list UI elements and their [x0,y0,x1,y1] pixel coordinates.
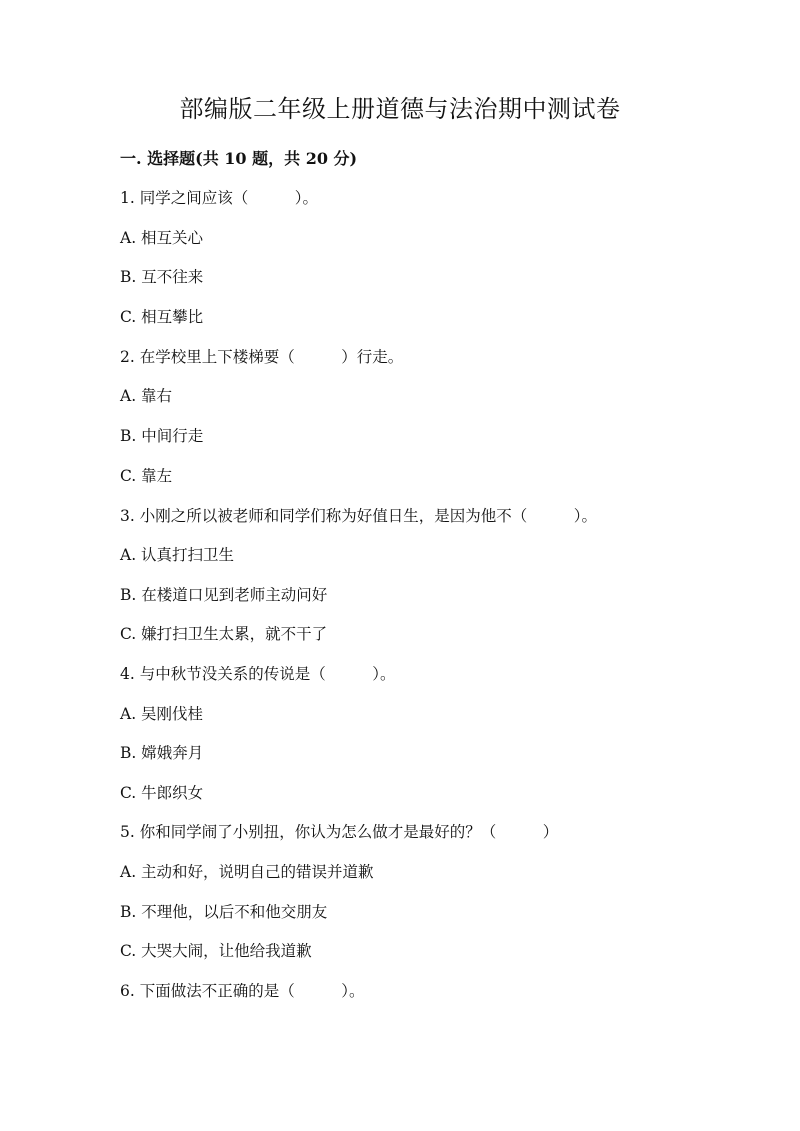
question-stem-2: 2. 在学校里上下楼梯要（ ）行走。 [120,348,404,366]
question-3-option-c: C. 嫌打扫卫生太累，就不干了 [120,625,328,643]
question-stem-5: 5. 你和同学闹了小别扭，你认为怎么做才是最好的？（ ） [120,823,559,841]
question-stem-6: 6. 下面做法不正确的是（ ）。 [120,982,365,1000]
question-5-option-c: C. 大哭大闹，让他给我道歉 [120,942,312,960]
question-4-option-b: B. 嫦娥奔月 [120,744,204,762]
question-2-option-a: A. 靠右 [120,387,173,405]
question-1-option-b: B. 互不往来 [120,268,204,286]
question-2-option-b: B. 中间行走 [120,427,204,445]
question-4-option-c: C. 牛郎织女 [120,784,204,802]
question-3-option-a: A. 认真打扫卫生 [120,546,235,564]
section-heading: 一. 选择题(共 10 题，共 20 分) [120,149,358,168]
question-5-option-b: B. 不理他，以后不和他交朋友 [120,903,328,921]
question-3-option-b: B. 在楼道口见到老师主动问好 [120,586,328,604]
question-1-option-c: C. 相互攀比 [120,308,204,326]
question-stem-4: 4. 与中秋节没关系的传说是（ ）。 [120,665,396,683]
question-4-option-a: A. 吴刚伐桂 [120,705,204,723]
question-1-option-a: A. 相互关心 [120,229,204,247]
question-stem-3: 3. 小刚之所以被老师和同学们称为好值日生，是因为他不（ ）。 [120,507,597,525]
question-5-option-a: A. 主动和好，说明自己的错误并道歉 [120,863,374,881]
question-2-option-c: C. 靠左 [120,467,173,485]
question-stem-1: 1. 同学之间应该（ ）。 [120,189,318,207]
page-title: 部编版二年级上册道德与法治期中测试卷 [179,95,621,123]
